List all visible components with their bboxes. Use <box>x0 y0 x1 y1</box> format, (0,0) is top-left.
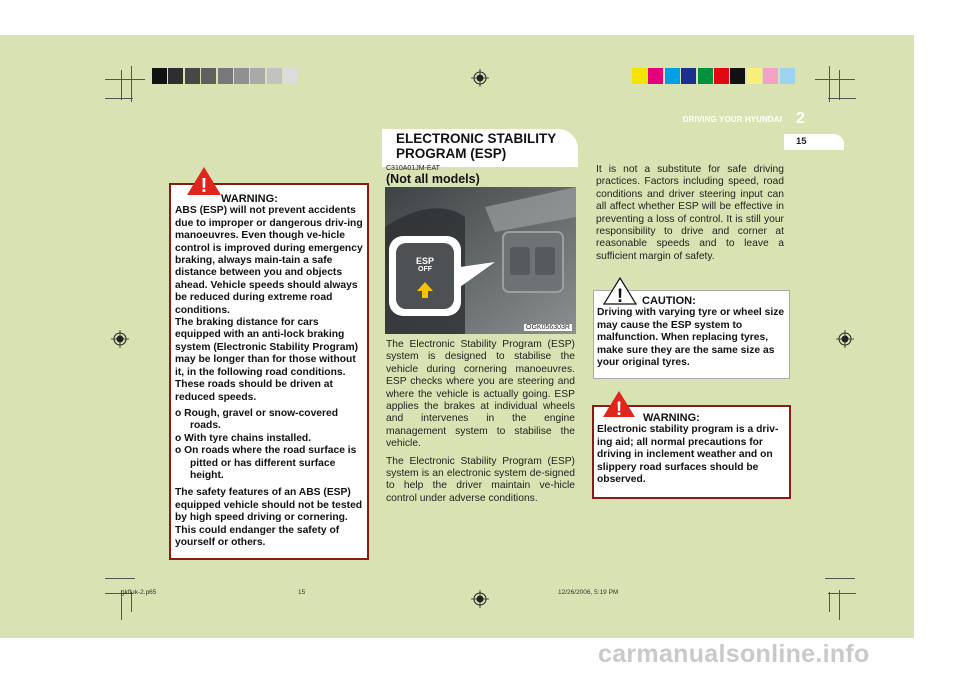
warning-paragraph: The braking distance for cars equipped with an anti-lock braking system (Electronic Stability Program) may be longer than for those without it, in the following road conditions. These roads should be driven at reduced speeds. <box>175 317 359 403</box>
figure-code: OGK056303R <box>526 324 570 331</box>
registration-mark-icon <box>111 330 129 348</box>
color-swatch <box>185 68 200 84</box>
caution-heading: CAUTION: <box>642 295 696 307</box>
page-number-tab <box>784 134 844 150</box>
color-swatch <box>698 68 713 84</box>
color-swatch <box>730 68 745 84</box>
footer-page: 15 <box>298 589 306 596</box>
color-swatch <box>250 68 265 84</box>
watermark: carmanualsonline.info <box>598 640 870 668</box>
chapter-title: DRIVING YOUR HYUNDAI <box>682 115 782 124</box>
footer-datetime: 12/26/2006, 5:19 PM <box>558 589 619 596</box>
color-swatch <box>681 68 696 84</box>
color-swatch <box>201 68 216 84</box>
warning-heading: WARNING: <box>221 193 278 205</box>
warning-paragraph: The safety features of an ABS (ESP) equipped vehicle should not be tested by high speed driving or cornering. This could endanger the safety of yourself or others. <box>175 487 363 548</box>
caution-triangle-icon <box>603 277 637 305</box>
color-swatch <box>152 68 167 84</box>
color-swatch <box>714 68 729 84</box>
color-swatch <box>267 68 282 84</box>
section-subtitle: (Not all models) <box>386 172 480 186</box>
svg-text:!: ! <box>615 399 623 418</box>
caution-text: Driving with varying tyre or wheel size may cause the ESP system to malfunction. When replacing tyres, make sure they are the same size as your original tyres. <box>597 307 785 369</box>
color-swatch <box>632 68 647 84</box>
color-swatch <box>780 68 795 84</box>
warning-triangle-icon <box>602 390 636 418</box>
color-swatch <box>763 68 778 84</box>
list-item: o With tyre chains installed. <box>175 432 312 444</box>
registration-mark-icon <box>471 590 489 608</box>
svg-text:!: ! <box>200 175 208 196</box>
middle-body-text <box>386 339 575 505</box>
footer-filename: gkfluk-2.p65 <box>121 589 157 596</box>
body-paragraph: The Electronic Stability Program (ESP) system is an electronic system de-signed to help the driver maintain ve-hicle control under adverse conditions. <box>386 455 575 504</box>
color-swatch <box>665 68 680 84</box>
right-body-paragraph: It is not a substitute for safe driving practices. Factors including speed, road conditions and driver steering input can all affect whether ESP will be effective in preventing a loss of control. It is still your responsibility to drive and corner at reasonable speeds and to leave a sufficient margin of safety. <box>596 164 784 262</box>
list-item: o Rough, gravel or snow-covered roads. <box>175 407 339 432</box>
color-swatch <box>648 68 663 84</box>
warning-text: Electronic stability program is a driv-ing aid; all normal precautions for driving in inclement weather and on slippery road surfaces should be observed. <box>597 424 779 486</box>
color-swatch <box>283 68 298 84</box>
esp-car-icon <box>416 281 434 299</box>
left-warning-box <box>169 183 369 560</box>
svg-text:!: ! <box>616 286 624 305</box>
left-color-bar <box>152 68 300 84</box>
page-number: 15 <box>796 136 807 147</box>
right-warning-box <box>592 405 791 499</box>
warning-heading: WARNING: <box>643 412 700 424</box>
registration-mark-icon <box>836 330 854 348</box>
color-swatch <box>747 68 762 84</box>
warning-triangle-icon <box>186 166 222 196</box>
color-swatch <box>218 68 233 84</box>
section-title: ELECTRONIC STABILITY PROGRAM (ESP) <box>396 131 557 161</box>
body-paragraph: The Electronic Stability Program (ESP) system is designed to stabilise the vehicle during cornering manoeuvres. ESP checks where you are steering and where the vehicle is actually going. ESP applies the brakes at individual wheels and intervenes in the engine management system to stabilise the vehicle. <box>386 339 575 450</box>
color-swatch <box>168 68 183 84</box>
warning-paragraph: ABS (ESP) will not prevent accidents due to improper or dangerous driv-ing manoeuvres. Even though ve-hicle control is improved during emergency braking, always main-tain a safe distance between you and objects ahead. Vehicle speeds should always be reduced during extreme road conditions. <box>175 205 363 316</box>
list-item: o On roads where the road surface is pitted or has different surface height. <box>175 445 357 481</box>
esp-button-photo <box>385 187 576 334</box>
registration-mark-icon <box>471 69 489 87</box>
section-code: C310A01JM-EAT <box>386 165 440 172</box>
right-color-bar <box>632 68 796 84</box>
chapter-number: 2 <box>796 110 805 127</box>
color-swatch <box>234 68 249 84</box>
esp-off-button: ESP OFF <box>396 243 454 309</box>
